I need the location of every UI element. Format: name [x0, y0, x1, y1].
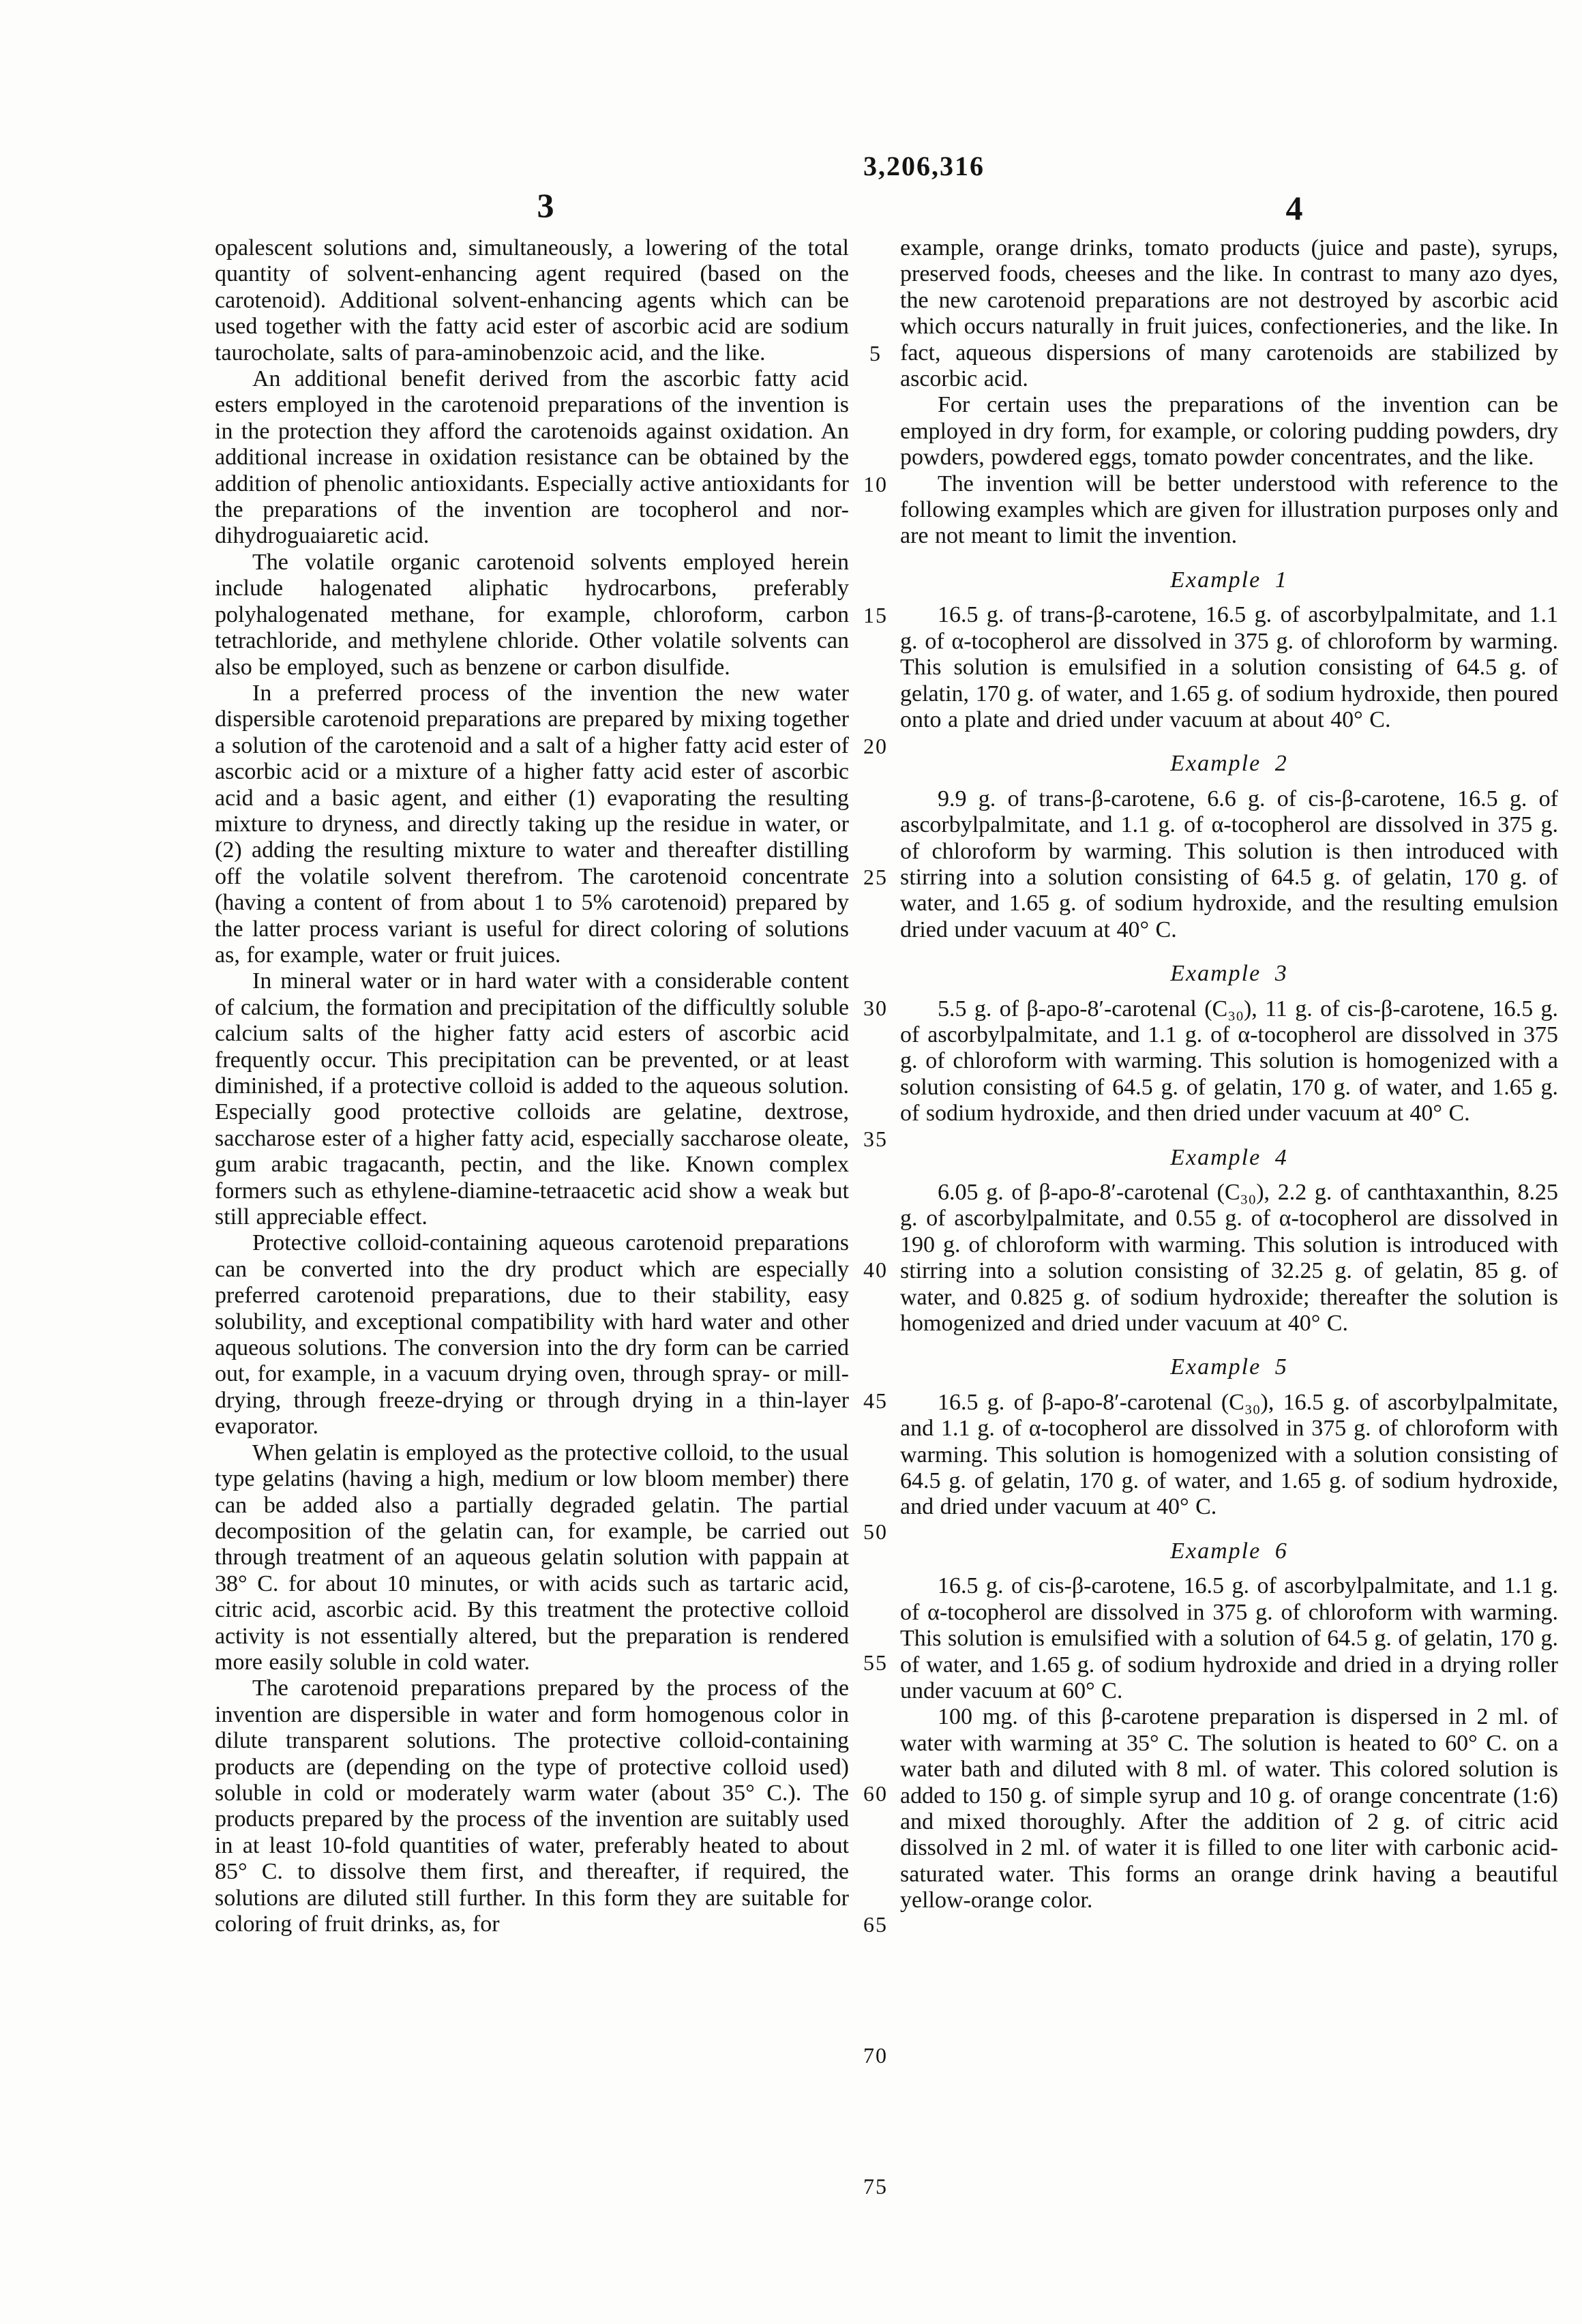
paragraph: opalescent solutions and, simultaneously, a lowering of the total quantity of solvent-enhancing agent required (based on the carotenoid). Additional solvent-enhancing agents which can be used together with the fatty acid ester of ascorbic acid are sodium taurocholate, salts of para-aminobenzoic acid, and the like. — [215, 235, 849, 366]
paragraph: An additional benefit derived from the ascorbic fatty acid esters employed in the carotenoid preparations of the invention is in the protection they afford the carotenoids against oxidation. An additional increase in oxidation resistance can be obtained by the addition of phenolic antioxidants. Especially active antioxidants for the preparations of the invention are tocopherol and nor-dihydroguaiaretic acid. — [215, 366, 849, 549]
paragraph: The invention will be better understood with reference to the following examples which are given for illustration purposes only and are not meant to limit the invention. — [900, 471, 1558, 549]
left-column — [215, 235, 849, 1937]
paragraph: example, orange drinks, tomato products (juice and paste), syrups, preserved foods, cheeses and the like. In contrast to many azo dyes, the new carotenoid preparations are not destroyed by ascorbic acid which occurs naturally in fruit juices, confectioneries, and the like. In fact, aqueous dispersions of many carotenoids are stabilized by ascorbic acid. — [900, 235, 1558, 392]
line-number: 45 — [863, 1388, 888, 1413]
paragraph: 9.9 g. of trans-β-carotene, 6.6 g. of cis-β-carotene, 16.5 g. of ascorbylpalmitate, and 1.1 g. of α-tocopherol are dissolved in 375 g. of chloroform by warming. This solution is then introduced with stirring into a solution consisting of 64.5 g. of gelatin, 170 g. of water, and 1.65 g. of sodium hydroxide, and the resulting emulsion dried under vacuum at 40° C. — [900, 786, 1558, 942]
line-number: 30 — [863, 996, 888, 1020]
example-heading: Example 2 — [1170, 751, 1288, 777]
paragraph: 100 mg. of this β-carotene preparation is dispersed in 2 ml. of water with warming at 35° C. The solution is heated to 60° C. on a water bath and diluted with 8 ml. of water. This colored solution is added to 150 g. of simple syrup and 10 g. of orange concentrate (1:6) and mixed thoroughly. After the addition of 2 g. of citric acid dissolved in 2 ml. of water it is filled to one liter with carbonic acid-saturated water. This forms an orange drink having a beautiful yellow-orange color. — [900, 1704, 1558, 1913]
line-number: 40 — [863, 1257, 888, 1282]
example-heading: Example 6 — [1170, 1538, 1288, 1564]
example-heading: Example 3 — [1170, 961, 1288, 987]
paragraph: In mineral water or in hard water with a considerable content of calcium, the formation and precipitation of the difficultly soluble calcium salts of the higher fatty acid esters of ascorbic acid frequently occur. This precipitation can be prevented, or at least diminished, if a protective colloid is added to the aqueous solution. Especially good protective colloids are gelatine, dextrose, saccharose ester of a higher fatty acid, especially saccharose oleate, gum arabic tragacanth, pectin, and the like. Known complex formers such as ethylene-diamine-tetraacetic acid show a weak but still appreciable effect. — [215, 968, 849, 1230]
paragraph: In a preferred process of the invention the new water dispersible carotenoid preparations are prepared by mixing together a solution of the carotenoid and a salt of a higher fatty acid ester of ascorbic acid or a mixture of a higher fatty acid ester of ascorbic acid and a basic agent, and either (1) evaporating the resulting mixture to dryness, and directly taking up the residue in water, or (2) adding the resulting mixture to water and thereafter distilling off the volatile solvent therefrom. The carotenoid concentrate (having a content of from about 1 to 5% carotenoid) prepared by the latter process variant is useful for direct coloring of solutions as, for example, water or fruit juices. — [215, 680, 849, 968]
paragraph: 16.5 g. of β-apo-8′-carotenal (C₃₀), 16.5 g. of ascorbylpalmitate, and 1.1 g. of α-tocopherol are dissolved in 375 g. of chloroform with warming. This solution is homogenized with a solution consisting of 64.5 g. of gelatin, 170 g. of water, and 1.65 g. of sodium hydroxide, and dried under vacuum at 40° C. — [900, 1389, 1558, 1520]
example-heading: Example 4 — [1170, 1144, 1288, 1170]
line-number: 70 — [863, 2043, 888, 2068]
example-heading: Example 1 — [1170, 567, 1288, 593]
paragraph: 16.5 g. of trans-β-carotene, 16.5 g. of ascorbylpalmitate, and 1.1 g. of α-tocopherol are dissolved in 375 g. of chloroform by warming. This solution is emulsified in a solution consisting of 64.5 g. of gelatin, 170 g. of water, and 1.65 g. of sodium hydroxide, then poured onto a plate and dried under vacuum at about 40° C. — [900, 602, 1558, 732]
paragraph: 16.5 g. of cis-β-carotene, 16.5 g. of ascorbylpalmitate, and 1.1 g. of α-tocopherol are dissolved in 375 g. of chloroform with warming. This solution is emulsified with a solution of 64.5 g. of gelatin, 170 g. of water, and 1.65 g. of sodium hydroxide and dried in a drying roller under vacuum at 60° C. — [900, 1573, 1558, 1703]
paragraph: The carotenoid preparations prepared by the process of the invention are dispersible in water and form homogenous color in dilute transparent solutions. The protective colloid-containing products are (depending on the type of protective colloid used) soluble in cold or moderately warm water (about 35° C.). The products prepared by the process of the invention are suitably used in at least 10-fold quantities of water, preferably heated to about 85° C. to dissolve them first, and thereafter, if required, the solutions are diluted still further. In this form they are suitable for coloring of fruit drinks, as, for — [215, 1675, 849, 1937]
line-number: 20 — [863, 734, 888, 758]
example-heading: Example 5 — [1170, 1354, 1288, 1380]
line-number: 15 — [863, 603, 888, 627]
paragraph: For certain uses the preparations of the invention can be employed in dry form, for example, or coloring pudding powders, dry powders, powdered eggs, tomato powder concentrates, and the like. — [900, 392, 1558, 471]
right-column — [900, 235, 1558, 1914]
line-number: 75 — [863, 2174, 888, 2199]
line-number: 5 — [869, 341, 882, 366]
paragraph: 5.5 g. of β-apo-8′-carotenal (C₃₀), 11 g. of cis-β-carotene, 16.5 g. of ascorbylpalmitate, and 1.1 g. of α-tocopherol are dissolved in 375 g. of chloroform with warming. This solution is homogenized with a solution consisting of 64.5 g. of gelatin, 170 g. of water, and 1.65 g. of sodium hydroxide, and then dried under vacuum at 40° C. — [900, 996, 1558, 1127]
patent-number: 3,206,316 — [863, 151, 985, 181]
line-number: 55 — [863, 1650, 888, 1675]
paragraph: Protective colloid-containing aqueous carotenoid preparations can be converted into the dry product which are especially preferred carotenoid preparations, due to their stability, easy solubility, and exceptional compatibility with hard water and other aqueous solutions. The conversion into the dry form can be carried out, for example, in a vacuum drying oven, through spray- or mill-drying, through freeze-drying or through drying in a thin-layer evaporator. — [215, 1230, 849, 1440]
paragraph: 6.05 g. of β-apo-8′-carotenal (C₃₀), 2.2 g. of canthtaxanthin, 8.25 g. of ascorbylpalmitate, and 0.55 g. of α-tocopherol are dissolved in 190 g. of chloroform with warming. This solution is introduced with stirring into a solution consisting of 32.25 g. of gelatin, 85 g. of water, and 0.825 g. of sodium hydroxide; thereafter the solution is homogenized and dried under vacuum at 40° C. — [900, 1180, 1558, 1337]
line-number: 10 — [863, 472, 888, 496]
line-number: 25 — [863, 865, 888, 889]
line-number: 35 — [863, 1127, 888, 1151]
line-number: 65 — [863, 1912, 888, 1937]
paragraph: When gelatin is employed as the protective colloid, to the usual type gelatins (having a high, medium or low bloom member) there can be added also a partially degraded gelatin. The partial decomposition of the gelatin can, for example, be carried out through treatment of an aqueous gelatin solution with pappain at 38° C. for about 10 minutes, or with acids such as tartaric acid, citric acid, ascorbic acid. By this treatment the protective colloid activity is not essentially altered, but the preparation is rendered more easily soluble in cold water. — [215, 1440, 849, 1675]
line-number: 60 — [863, 1781, 888, 1806]
line-number: 50 — [863, 1519, 888, 1544]
column-number-left: 3 — [537, 186, 554, 224]
column-number-right: 4 — [1285, 189, 1303, 227]
paragraph: The volatile organic carotenoid solvents employed herein include halogenated aliphatic hydrocarbons, preferably polyhalogenated methane, for example, chloroform, carbon tetrachloride, and methylene chloride. Other volatile solvents can also be employed, such as benzene or carbon disulfide. — [215, 549, 849, 680]
